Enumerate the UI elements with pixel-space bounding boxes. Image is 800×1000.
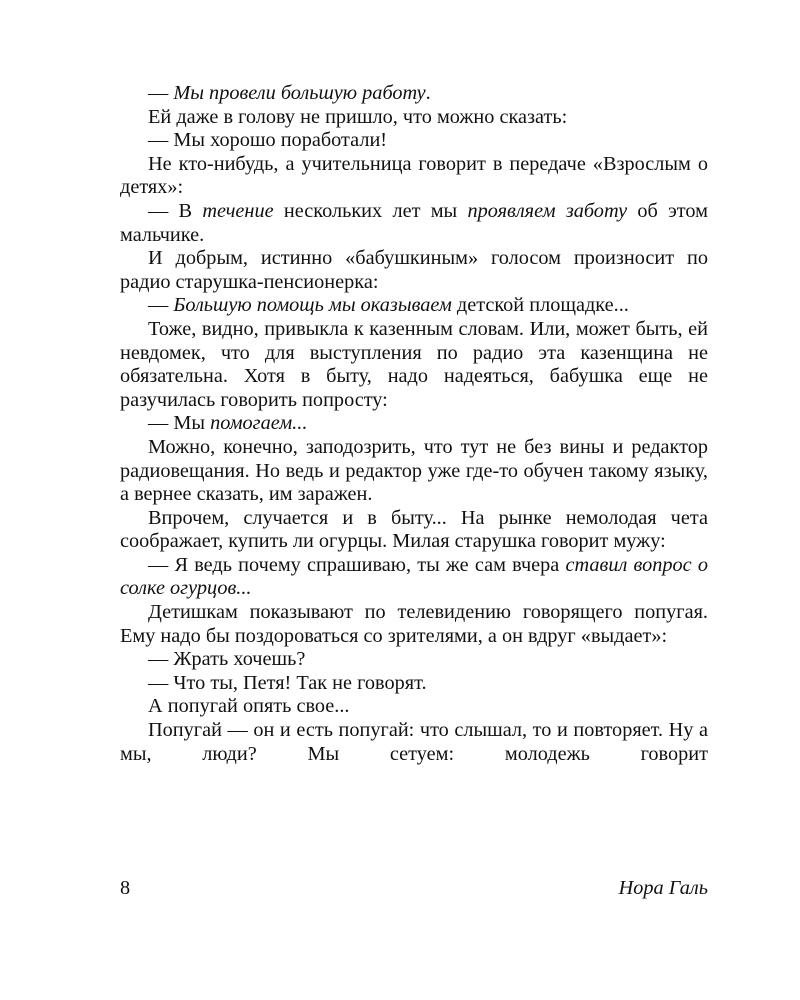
- page-number: 8: [120, 877, 131, 899]
- text-run: — Мы: [148, 412, 211, 435]
- paragraph: [120, 106, 708, 130]
- text-run: — Мы хорошо поработали!: [148, 129, 388, 152]
- paragraph: [120, 507, 708, 554]
- italic-run: помогаем...: [210, 412, 308, 435]
- text-run: —: [148, 294, 174, 317]
- italic-run: течение: [202, 199, 274, 222]
- text-run: — В: [148, 199, 203, 222]
- paragraph: [120, 247, 708, 294]
- text-run: Не кто-нибудь, а учительница говорит в передаче «Взрослым о детях»:: [120, 152, 708, 199]
- text-run: И добрым, истинно «бабушкиным» голосом произносит по радио старушка-пенсионерка:: [120, 247, 708, 293]
- paragraph: [120, 412, 708, 436]
- italic-run: проявляем заботу: [467, 199, 628, 222]
- text-run: А попугай опять свое...: [148, 695, 350, 718]
- body-text: [120, 82, 708, 766]
- text-run: —: [148, 82, 174, 104]
- text-run: — Что ты, Петя! Так не говорят.: [148, 671, 427, 694]
- text-run: Можно, конечно, заподозрить, что тут не без вины и редактор радиовещания. Но ведь и редактор уже где-то обучен такому языку, а вернее сказать, им заражен.: [120, 435, 708, 506]
- italic-run: Большую помощь мы оказываем: [173, 294, 452, 317]
- text-run: Детишкам показывают по телевидению говорящего попугая. Ему надо бы поздороваться со зрителями, а он вдруг «выдает»:: [120, 601, 708, 647]
- italic-run: ставил вопрос о солке огурцов...: [120, 553, 708, 600]
- running-footer-author: Нора Галь: [618, 877, 708, 899]
- text-run: нескольких лет мы: [273, 199, 468, 222]
- paragraph: [120, 153, 708, 200]
- text-run: .: [425, 82, 431, 104]
- paragraph: [120, 129, 708, 153]
- paragraph: [120, 82, 708, 106]
- paragraph: [120, 601, 708, 648]
- paragraph: [120, 294, 708, 318]
- paragraph: [120, 436, 708, 507]
- paragraph: [120, 672, 708, 696]
- text-run: Ей даже в голову не пришло, что можно сказать:: [148, 105, 568, 128]
- text-run: об этом мальчике.: [120, 199, 708, 246]
- paragraph: [120, 554, 708, 601]
- paragraph: [120, 695, 708, 719]
- text-run: Впрочем, случается и в быту... На рынке немолодая чета соображает, купить ли огурцы. Милая старушка говорит мужу:: [120, 506, 708, 553]
- paragraph: [120, 200, 708, 247]
- paragraph: [120, 648, 708, 672]
- text-run: — Я ведь почему спрашиваю, ты же сам вчера: [148, 553, 566, 576]
- text-run: — Жрать хочешь?: [148, 648, 306, 671]
- text-run: детской площадке...: [451, 294, 629, 317]
- paragraph: [120, 318, 708, 412]
- text-run: Попугай — он и есть попугай: что слышал, то и повторяет. Ну а мы, люди? Мы сетуем: молодежь говорит: [120, 719, 708, 765]
- text-run: Тоже, видно, привыкла к казенным словам. Или, может быть, ей невдомек, что для выступления по радио эта казенщина не обязательна. Хотя в быту, надо надеяться, бабушка еще не разучилась говорить попросту:: [120, 317, 708, 411]
- paragraph: [120, 719, 708, 766]
- italic-run: Мы провели большую работу: [173, 82, 426, 104]
